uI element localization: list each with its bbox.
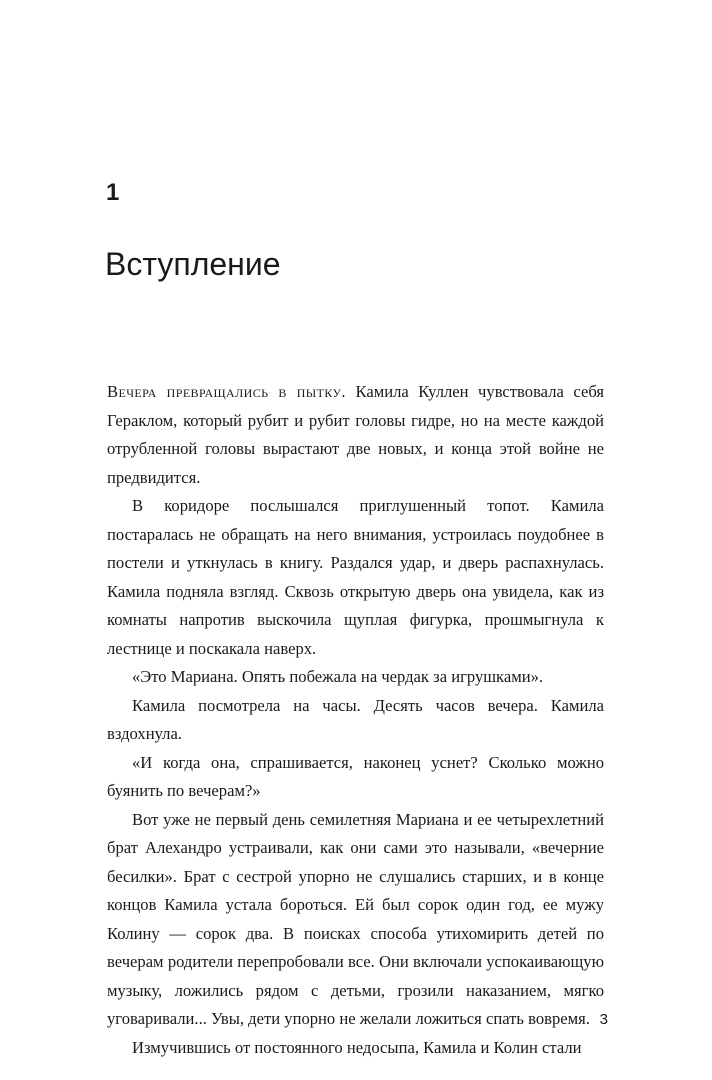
paragraph-4: Камила посмотрела на часы. Десять часов вечера. Камила вздохнула. — [107, 695, 604, 743]
paragraph-7: Измучившись от постоянного недосыпа, Камила и Колин стали — [132, 1037, 582, 1057]
paragraph-3: «Это Мариана. Опять побежала на чердак за игрушками». — [132, 667, 544, 686]
chapter-body — [107, 378, 604, 1062]
paragraph-6: Вот уже не первый день семилетняя Мариана и ее четырехлетний брат Алехандро устраивали, как они сами это называли, «вечерние бесилки». Брат с сестрой упорно не слушались старших, и в конце концов Камила устала бороться. Ей был сорок один год, ее мужу Колину — сорок два. В поисках способа утихомирить детей по вечерам родители перепробовали все. Они включали успокаивающую музыку, ложились рядом с детьми, грозили наказанием, мягко уговаривали... Увы, дети упорно не желали ложиться спать вовремя. — [107, 809, 604, 1028]
lead-words: Вечера превращались в пытку. — [107, 382, 346, 401]
paragraph-1 — [107, 378, 604, 492]
paragraph-5: «И когда она, спрашивается, наконец уснет? Сколько можно буянить по вечерам?» — [107, 752, 604, 800]
paragraph-1-text: Камила Куллен чувствовала себя Гераклом, который рубит и рубит головы гидре, но на месте каждой отрубленной головы вырастают две новых, и конца этой войне не предвидится. — [107, 382, 604, 487]
chapter-title: Вступление — [105, 246, 281, 282]
paragraph-2: В коридоре послышался приглушенный топот. Камила постаралась не обращать на него внимания, устроилась поудобнее в постели и уткнулась в книгу. Раздался удар, и дверь распахнулась. Камила подняла взгляд. Сквозь открытую дверь она увидела, как из комнаты напротив выскочила щуплая фигурка, прошмыгнула к лестнице и поскакала наверх. — [107, 496, 604, 658]
chapter-number: 1 — [106, 179, 120, 206]
page-number: 3 — [599, 1011, 608, 1028]
